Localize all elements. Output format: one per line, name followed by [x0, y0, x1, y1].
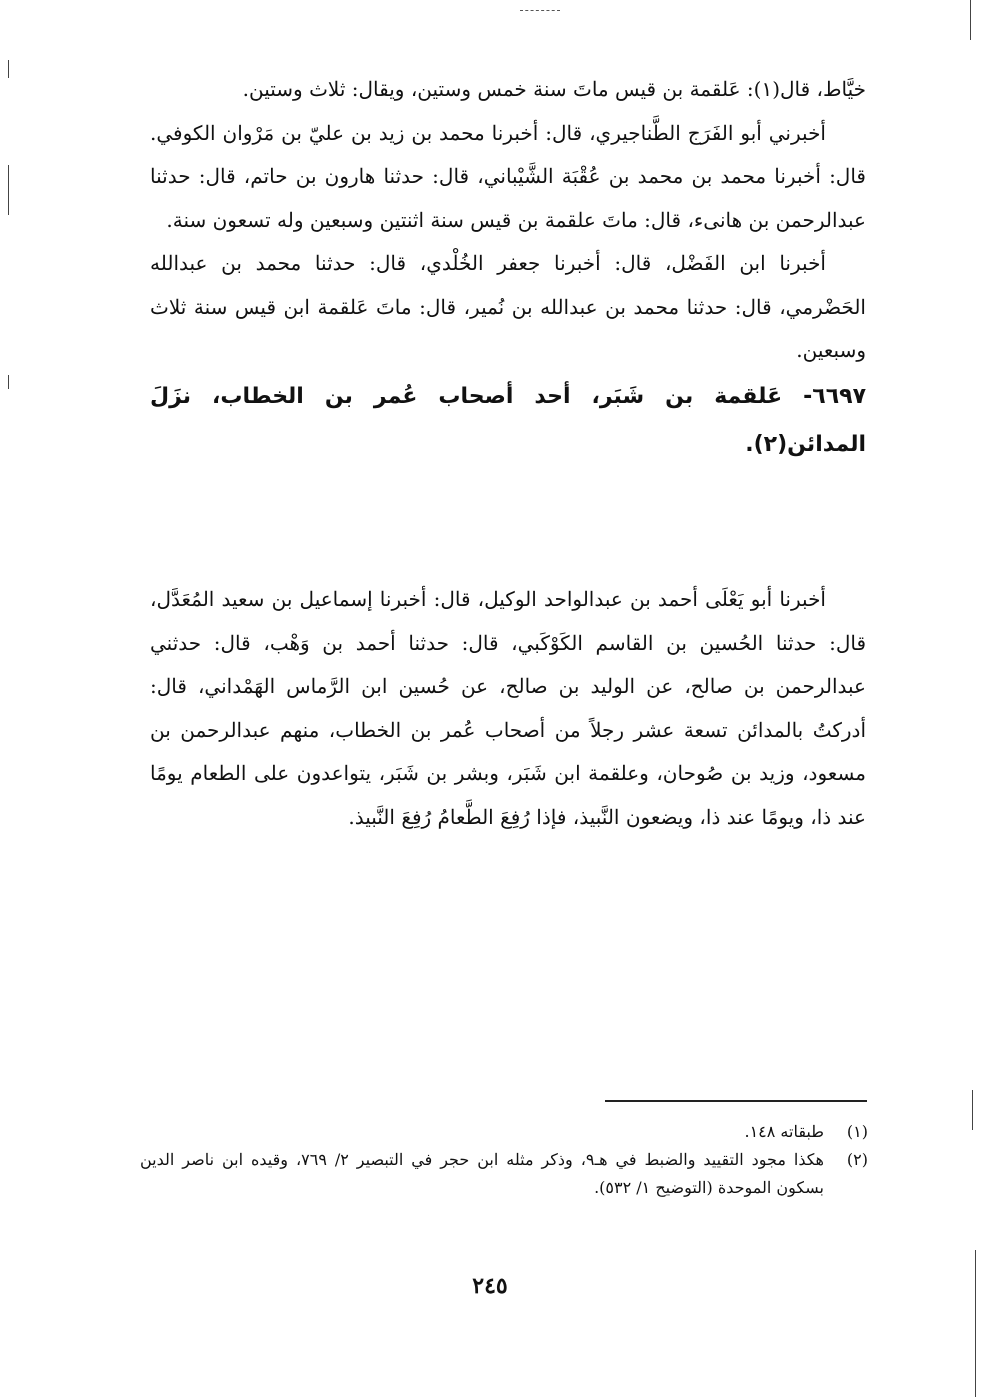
- scan-edge-mark: [520, 10, 560, 11]
- footnote-number: (١): [846, 1122, 868, 1141]
- scan-margin-mark: [8, 375, 9, 389]
- scan-margin-mark: [972, 1090, 973, 1130]
- scan-margin-mark: [8, 165, 9, 215]
- paragraph-3: أخبرنا ابن الفَضْل، قال: أخبرنا جعفر الخُلْدي، قال: حدثنا محمد بن عبدالله الحَضْرمي، قال: حدثنا محمد بن عبدالله بن نُمير، قال: ماتَ عَلقمة ابن قيس سنة ثلاث وسبعين.: [150, 251, 866, 362]
- paragraph-2: أخبرني أبو الفَرَج الطَّناجيري، قال: أخبرنا محمد بن زيد بن عليّ بن مَرْوان الكوفي. قال: أخبرنا محمد بن محمد بن عُقْبَة الشَّيْباني، قال: حدثنا هارون بن حاتم، قال: حدثنا عبدالرحمن بن هانىء، قال: ماتَ علقمة بن قيس سنة اثنتين وسبعين وله تسعون سنة.: [150, 120, 866, 232]
- footnotes: [140, 1118, 868, 1202]
- footnote-text: هكذا مجود التقييد والضبط في هـ٩، وذكر مثله ابن حجر في التبصير ٢/ ٧٦٩، وقيده ابن ناصر الدين بسكون الموحدة (التوضيح ١/ ٥٣٢).: [140, 1150, 824, 1197]
- footnote-separator: [605, 1100, 867, 1102]
- page-number: ٢٤٥: [472, 1273, 508, 1299]
- main-text-continued: [150, 578, 866, 839]
- scan-margin-mark: [8, 60, 9, 78]
- paragraph-4: أخبرنا أبو يَعْلَى أحمد بن عبدالواحد الوكيل، قال: أخبرنا إسماعيل بن سعيد المُعَدَّل، قال: حدثنا الحُسين بن القاسم الكَوْكَبي، قال: حدثنا أحمد بن وَهْب، قال: حدثني عبدالرحمن بن صالح، عن الوليد بن صالح، عن حُسين ابن الرَّماس الهَمْداني، قال: أدركتُ بالمدائن تسعة عشر رجلاً من أصحاب عُمر بن الخطاب، منهم عبدالرحمن بن مسعود، وزيد بن صُوحان، وعلقمة ابن شَبَر، وبشر بن شَبَر، يتواعدون على الطعام يومًا عند ذا، ويومًا عند ذا، ويضعون النَّبيذ، فإذا رُفِعَ الطَّعامُ رُفِعَ النَّبيذ.: [150, 587, 866, 829]
- footnote-text: طبقاته ١٤٨.: [744, 1122, 824, 1141]
- footnote-number: (٢): [846, 1150, 868, 1169]
- footnote: [140, 1146, 868, 1202]
- entry-heading: ٦٦٩٧- عَلقمة بن شَبَر، أحد أصحاب عُمر بن الخطاب، نزَلَ المدائن(٢).: [150, 383, 866, 457]
- paragraph-1: خيَّاط، قال(١): عَلقمة بن قيس ماتَ سنة خمس وستين، ويقال: ثلاث وستين.: [242, 77, 866, 101]
- footnote: [140, 1118, 868, 1146]
- scan-margin-mark: [975, 1250, 976, 1397]
- main-text: [150, 68, 866, 469]
- scan-margin-mark: [970, 0, 971, 40]
